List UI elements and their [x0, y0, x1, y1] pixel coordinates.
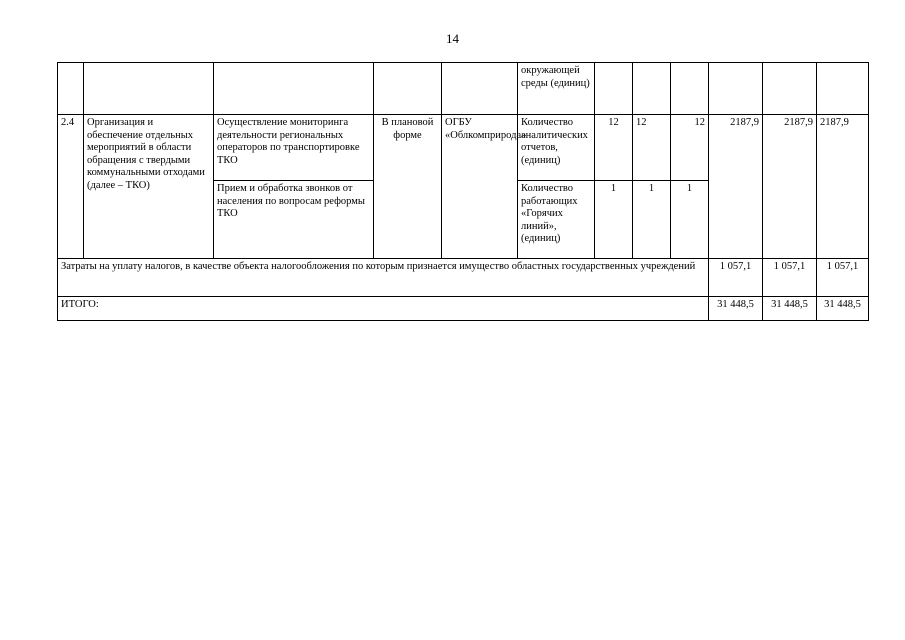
cell-finance: [763, 63, 817, 115]
cell-taxes-label: Затраты на уплату налогов, в качестве объекта налогообложения по которым признается имущество областных государственных учреждений: [58, 259, 709, 297]
cell-value: 12: [671, 115, 709, 181]
cell-finance: 31 448,5: [763, 297, 817, 321]
cell-finance: 1 057,1: [763, 259, 817, 297]
cell-value: 12: [595, 115, 633, 181]
cell-finance: [817, 63, 869, 115]
cell-form: [374, 63, 442, 115]
cell-work: Осуществление мониторинга деятельности региональных операторов по транспортировке ТКО: [214, 115, 374, 181]
cell-form: В плановой форме: [374, 115, 442, 259]
cell-finance: 1 057,1: [817, 259, 869, 297]
cell-indicator: Количество аналитических отчетов, (единиц): [518, 115, 595, 181]
cell-value: [633, 63, 671, 115]
table-row-continuation: [58, 63, 869, 115]
cell-value: [595, 63, 633, 115]
cell-event: [84, 63, 214, 115]
cell-indicator: окружающей среды (единиц): [518, 63, 595, 115]
cell-executor: ОГБУ «Облкомприрода»: [442, 115, 518, 259]
cell-event: Организация и обеспечение отдельных мероприятий в области обращения с твердыми коммунальными отходами (далее – ТКО): [84, 115, 214, 259]
cell-total-label: ИТОГО:: [58, 297, 709, 321]
page-number: 14: [446, 31, 459, 46]
cell-finance: 2187,9: [817, 115, 869, 259]
cell-finance: 2187,9: [763, 115, 817, 259]
cell-value: 1: [633, 181, 671, 259]
table-row-2-4-work-1: [58, 115, 869, 181]
state-task-table: [57, 62, 869, 321]
cell-number: [58, 63, 84, 115]
cell-finance: 31 448,5: [709, 297, 763, 321]
cell-work: [214, 63, 374, 115]
table-row-taxes: [58, 259, 869, 297]
cell-executor: [442, 63, 518, 115]
cell-indicator: Количество работающих «Горячих линий», (единиц): [518, 181, 595, 259]
cell-value: 12: [633, 115, 671, 181]
cell-work: Прием и обработка звонков от населения по вопросам реформы ТКО: [214, 181, 374, 259]
cell-value: [671, 63, 709, 115]
cell-finance: 2187,9: [709, 115, 763, 259]
cell-value: 1: [595, 181, 633, 259]
cell-value: 1: [671, 181, 709, 259]
cell-finance: 31 448,5: [817, 297, 869, 321]
cell-finance: [709, 63, 763, 115]
table-row-total: [58, 297, 869, 321]
cell-number: 2.4: [58, 115, 84, 259]
cell-finance: 1 057,1: [709, 259, 763, 297]
